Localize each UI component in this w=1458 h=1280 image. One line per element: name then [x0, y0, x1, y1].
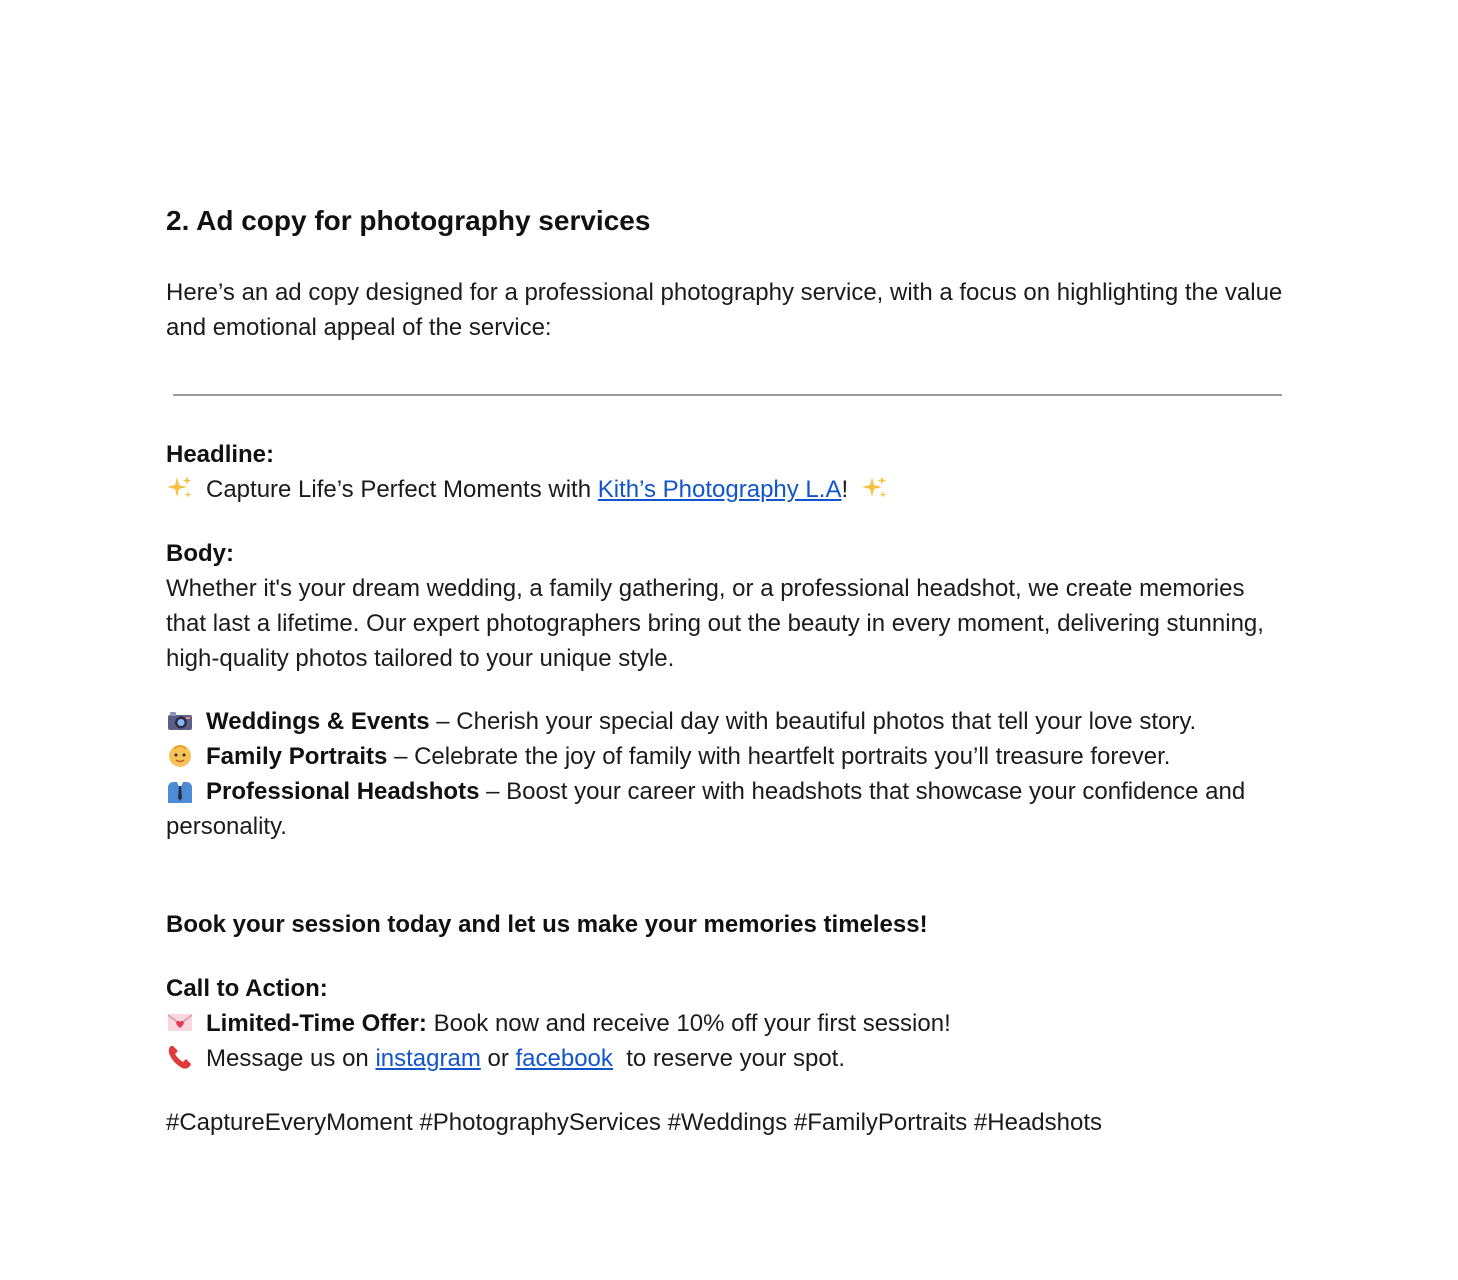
hashtags-line: #CaptureEveryMoment #PhotographyServices #Weddings #FamilyPortraits #Headshots	[166, 1109, 1103, 1136]
service-title: Family Portraits	[206, 743, 388, 770]
facebook-link[interactable]: facebook	[515, 1045, 613, 1072]
service-desc: – Cherish your special day with beautiful photos that tell your love story.	[429, 708, 1197, 735]
service-title: Weddings & Events	[206, 708, 430, 735]
service-desc: – Boost your career with headshots that showcase your confidence and personality.	[166, 778, 1246, 840]
headline-suffix: !	[841, 476, 855, 503]
headline-line	[166, 472, 1284, 507]
message-or: or	[480, 1045, 516, 1072]
headline-prefix: Capture Life’s Perfect Moments with	[206, 476, 598, 503]
headline-label: Headline:	[166, 441, 275, 468]
message-prefix: Message us on	[206, 1045, 376, 1072]
service-item-family	[166, 739, 1284, 774]
message-line	[166, 1041, 1284, 1076]
message-suffix: to reserve your spot.	[612, 1045, 846, 1072]
kiths-photography-link[interactable]: Kith’s Photography L.A	[597, 476, 842, 503]
offer-title: Limited-Time Offer:	[206, 1010, 427, 1037]
cta-label: Call to Action:	[166, 975, 328, 1002]
body-section	[166, 536, 1284, 676]
closing-line: Book your session today and let us make your memories timeless!	[166, 911, 928, 938]
camera-icon	[166, 706, 194, 734]
horizontal-rule	[173, 394, 1282, 396]
intro-paragraph: Here’s an ad copy designed for a professional photography service, with a focus on highlighting the value and emotional appeal of the service:	[166, 279, 1283, 341]
service-item-weddings	[166, 704, 1284, 739]
service-title: Professional Headshots	[206, 778, 480, 805]
sparkles-icon	[166, 474, 194, 502]
body-label: Body:	[166, 540, 234, 567]
love-letter-icon	[166, 1008, 194, 1036]
businessperson-icon	[166, 776, 194, 804]
telephone-icon	[166, 1043, 194, 1071]
service-item-headshots	[166, 774, 1284, 844]
body-text: Whether it's your dream wedding, a family gathering, or a professional headshot, we create memories that last a lifetime. Our expert photographers bring out the beauty in every moment, delivering stunning, high-quality photos tailored to your unique style.	[166, 575, 1264, 672]
services-list	[166, 704, 1284, 844]
sparkles-icon	[861, 474, 889, 502]
section-heading: 2. Ad copy for photography services	[166, 205, 651, 236]
offer-line	[166, 1006, 1284, 1041]
headline-section	[166, 437, 1284, 507]
offer-text: Book now and receive 10% off your first session!	[426, 1010, 951, 1037]
baby-icon	[166, 741, 194, 769]
cta-section	[166, 971, 1284, 1076]
instagram-link[interactable]: instagram	[375, 1045, 481, 1072]
service-desc: – Celebrate the joy of family with heartfelt portraits you’ll treasure forever.	[387, 743, 1171, 770]
